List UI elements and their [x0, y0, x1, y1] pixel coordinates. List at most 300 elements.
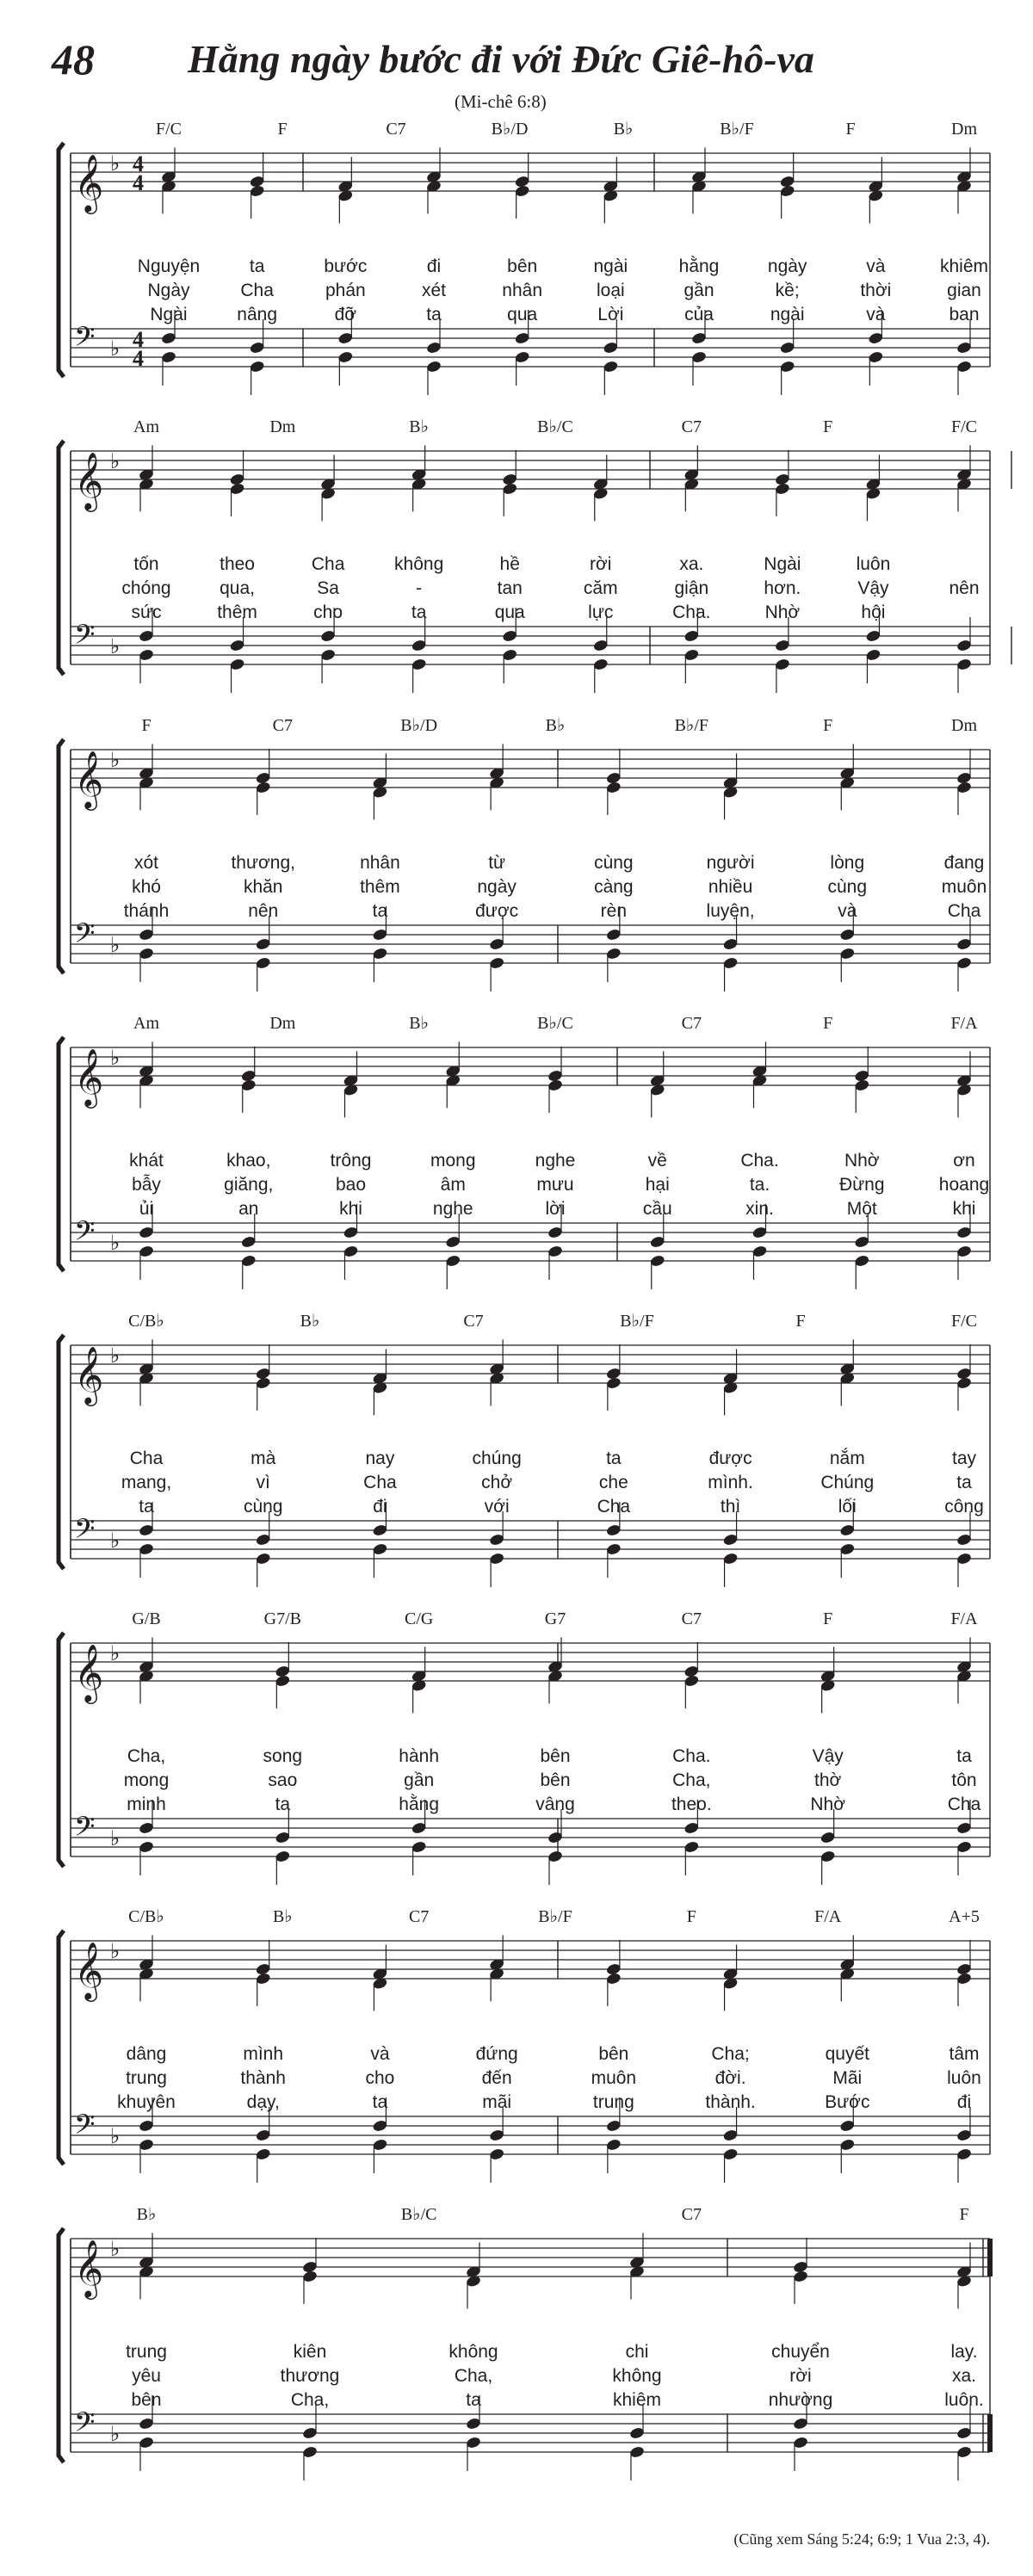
chord-symbol: B♭	[545, 716, 566, 735]
chord-symbol: F	[959, 2205, 969, 2224]
key-signature-flat: ♭	[110, 1939, 121, 1963]
chord-symbol: F/A	[950, 1609, 978, 1628]
lyric-syllable: Cha.	[740, 1151, 779, 1171]
lyric-syllable: ta	[275, 1795, 291, 1814]
song-title: Hằng ngày bước đi với Đức Giê-hô-va	[188, 37, 814, 81]
chord-symbol: F/C	[950, 1312, 978, 1331]
lyric-syllable: ta	[466, 2390, 481, 2410]
chord-symbol: F/C	[950, 417, 978, 436]
lyric-syllable: rèn	[600, 901, 628, 921]
lyric-syllable: chi	[625, 2342, 649, 2362]
lyric-syllable: kề;	[775, 281, 800, 300]
lyric-syllable: luôn	[947, 2068, 981, 2088]
time-signature: 4	[133, 170, 144, 195]
lyric-syllable: khăn	[243, 877, 283, 897]
chord-symbol: B♭/F	[674, 716, 709, 735]
lyric-syllable: lực	[588, 602, 614, 622]
chord-symbol: F/A	[814, 1907, 842, 1926]
chord-symbol: F	[277, 120, 288, 139]
system-bracket	[59, 1335, 64, 1569]
lyric-syllable: trung	[126, 2342, 167, 2362]
footnote-references: (Cũng xem Sáng 5:24; 6:9; 1 Vua 2:3, 4).	[733, 2530, 990, 2548]
chord-symbol: B♭/D	[400, 716, 438, 735]
lyric-syllable: cho	[313, 602, 343, 622]
lyric-syllable: thờ	[814, 1770, 842, 1790]
lyric-syllable: căm	[583, 578, 618, 598]
lyric-syllable: thành	[240, 2068, 286, 2088]
lyric-syllable: ngài	[770, 305, 805, 324]
lyric-syllable: dạy,	[246, 2092, 280, 2112]
treble-clef-icon: 𝄞	[74, 750, 104, 808]
lyric-syllable: trông	[330, 1151, 372, 1171]
chord-symbol: B♭	[409, 1014, 430, 1033]
lyric-syllable: phán	[325, 281, 366, 300]
lyric-syllable: đi	[426, 256, 442, 276]
lyric-syllable: tan	[497, 578, 523, 598]
key-signature-flat: ♭	[110, 634, 121, 658]
lyric-syllable: gần	[684, 281, 714, 300]
lyric-syllable: đi	[373, 1497, 387, 1517]
chord-symbol: Dm	[951, 716, 977, 735]
lyric-syllable: bước	[324, 256, 368, 276]
bass-clef-icon: 𝄢	[74, 1513, 96, 1551]
lyric-syllable: đi	[956, 2092, 972, 2112]
lyric-syllable: kiên	[293, 2342, 327, 2362]
music-system	[59, 1312, 990, 1587]
lyric-syllable: xét	[421, 281, 447, 300]
chord-symbol: G7/B	[263, 1609, 302, 1628]
lyric-syllable: hơn.	[764, 578, 801, 598]
lyric-syllable: được	[475, 901, 519, 921]
lyric-syllable: về	[647, 1151, 667, 1171]
bass-clef-icon: 𝄢	[74, 2109, 96, 2147]
lyric-syllable: nhân	[502, 281, 543, 300]
chord-symbol: F/A	[950, 1014, 978, 1033]
key-signature-flat: ♭	[110, 337, 121, 361]
chord-symbol: C/G	[404, 1609, 434, 1628]
lyric-syllable: ngày	[767, 256, 807, 276]
lyric-syllable: ta.	[749, 1175, 770, 1195]
lyric-syllable: thánh	[123, 901, 170, 921]
lyric-syllable: tay	[951, 1449, 977, 1468]
lyric-syllable: lay.	[950, 2342, 978, 2362]
treble-clef-icon: 𝄞	[74, 1047, 104, 1106]
time-signature: 4	[133, 346, 144, 371]
lyric-syllable: thì	[720, 1497, 741, 1517]
lyric-syllable: qua	[494, 602, 525, 622]
lyric-syllable: hề	[499, 554, 520, 574]
bass-clef-icon: 𝄢	[74, 1811, 96, 1849]
music-system	[59, 1014, 990, 1289]
chord-symbol: Dm	[951, 120, 977, 139]
chord-symbol: B♭	[300, 1312, 320, 1331]
lyric-syllable: rời	[590, 554, 612, 574]
lyric-syllable: Ngài	[150, 305, 188, 324]
lyric-syllable: ta	[249, 256, 265, 276]
chord-symbol: A+5	[949, 1907, 980, 1926]
lyric-syllable: Cha,	[672, 1770, 711, 1790]
lyric-syllable: Bước	[825, 2092, 870, 2112]
lyric-syllable: cùng	[827, 877, 868, 897]
lyric-syllable: ta	[956, 1746, 972, 1766]
lyric-syllable: sức	[131, 602, 162, 622]
key-signature-flat: ♭	[110, 1344, 121, 1368]
lyric-syllable: trung	[126, 2068, 167, 2088]
system-bracket	[59, 143, 64, 377]
lyric-syllable: càng	[594, 877, 634, 897]
bass-clef-icon: 𝄢	[74, 917, 96, 955]
lyric-syllable: và	[866, 305, 886, 324]
lyric-syllable: không	[394, 554, 444, 574]
lyric-syllable: an	[238, 1199, 259, 1219]
lyric-syllable: nâng	[237, 305, 278, 324]
song-number: 48	[52, 35, 95, 83]
chord-symbol: B♭	[613, 120, 634, 139]
lyric-syllable: luôn.	[944, 2390, 984, 2410]
key-signature-flat: ♭	[110, 1529, 121, 1553]
chord-symbol: C7	[681, 2205, 702, 2224]
lyric-syllable: nên	[248, 901, 279, 921]
lyric-syllable: xin.	[745, 1199, 774, 1219]
key-signature-flat: ♭	[110, 151, 121, 176]
lyric-syllable: Cha;	[711, 2044, 750, 2064]
lyric-syllable: nhường	[768, 2390, 833, 2410]
lyric-syllable: chóng	[121, 578, 171, 598]
chord-symbol: B♭/F	[620, 1312, 654, 1331]
lyric-syllable: tốn	[133, 554, 159, 574]
lyric-syllable: Cha	[129, 1449, 164, 1468]
chord-symbol: C7	[681, 417, 702, 436]
lyric-syllable: mình.	[708, 1473, 753, 1492]
lyric-syllable: theo	[220, 554, 255, 574]
lyric-syllable: nghe	[432, 1199, 473, 1219]
lyric-syllable: Cha.	[672, 1746, 711, 1766]
lyric-syllable: dâng	[126, 2044, 167, 2064]
scripture-reference: (Mi-chê 6:8)	[455, 91, 547, 112]
key-signature-flat: ♭	[110, 1231, 121, 1255]
lyric-syllable: Lời	[597, 305, 624, 324]
lyric-syllable: cùng	[594, 853, 634, 873]
lyric-syllable: ta	[139, 1497, 154, 1517]
lyric-syllable: bẫy	[132, 1175, 161, 1195]
lyric-syllable: hoang	[938, 1175, 990, 1195]
lyric-syllable: với	[484, 1497, 510, 1517]
chord-symbol: C7	[463, 1312, 484, 1331]
lyric-syllable: theo.	[671, 1795, 712, 1814]
chord-symbol: B♭/C	[400, 2205, 437, 2224]
lyric-syllable: không	[448, 2342, 498, 2362]
treble-clef-icon: 𝄞	[74, 2239, 104, 2297]
key-signature-flat: ♭	[110, 1641, 121, 1665]
lyric-syllable: ta	[372, 901, 388, 921]
lyric-syllable: Vậy	[857, 578, 889, 598]
lyric-syllable: muôn	[941, 877, 987, 897]
chord-symbol: F	[141, 716, 152, 735]
system-bracket	[59, 1633, 64, 1867]
lyric-syllable: bao	[335, 1175, 367, 1195]
lyric-syllable: tôn	[951, 1770, 977, 1790]
key-signature-flat: ♭	[110, 1046, 121, 1070]
lyric-syllable: ơn	[953, 1151, 975, 1171]
lyric-syllable: mà	[251, 1449, 276, 1468]
chord-symbol: B♭	[409, 417, 430, 436]
lyric-syllable: thương	[280, 2366, 340, 2386]
lyric-syllable: người	[706, 853, 755, 873]
lyric-syllable: cho	[365, 2068, 395, 2088]
lyric-syllable: khát	[129, 1151, 164, 1171]
lyric-syllable: xót	[133, 853, 159, 873]
lyric-syllable: bên	[507, 256, 538, 276]
lyric-syllable: hành	[399, 1746, 440, 1766]
lyric-syllable: xa.	[679, 554, 704, 574]
key-signature-flat: ♭	[110, 2422, 121, 2446]
lyric-syllable: thêm	[360, 877, 400, 897]
lyric-syllable: lời	[545, 1199, 566, 1219]
treble-clef-icon: 𝄞	[74, 1643, 104, 1702]
key-signature-flat: ♭	[110, 2237, 121, 2261]
lyric-syllable: ta	[606, 1449, 622, 1468]
lyric-syllable: không	[612, 2366, 662, 2386]
lyric-syllable: đỡ	[334, 305, 357, 324]
treble-clef-icon: 𝄞	[74, 451, 104, 510]
lyric-syllable: nắm	[829, 1449, 865, 1468]
lyric-syllable: và	[866, 256, 886, 276]
music-system	[59, 120, 990, 395]
chord-symbol: G7	[544, 1609, 566, 1628]
chord-symbol: G/B	[132, 1609, 161, 1628]
lyric-syllable: lòng	[830, 853, 865, 873]
lyric-syllable: bên	[540, 1746, 571, 1766]
chord-symbol: Dm	[269, 1014, 296, 1033]
chord-symbol: B♭/C	[537, 417, 573, 436]
chord-symbol: F	[845, 120, 856, 139]
lyric-syllable: đời.	[714, 2068, 746, 2088]
lyric-syllable: quyết	[825, 2044, 869, 2064]
lyric-syllable: giận	[674, 578, 709, 598]
lyric-syllable: khi	[339, 1199, 362, 1219]
chord-symbol: C7	[408, 1907, 430, 1926]
lyric-syllable: ban	[949, 305, 980, 324]
lyric-syllable: của	[684, 305, 714, 324]
lyric-syllable: thêm	[217, 602, 257, 622]
lyric-syllable: gian	[947, 281, 981, 300]
lyric-syllable: gần	[404, 1770, 435, 1790]
lyric-syllable: qua,	[220, 578, 255, 598]
lyric-syllable: mong	[123, 1770, 170, 1790]
chord-symbol: F/C	[155, 120, 182, 139]
lyric-syllable: khuyên	[117, 2092, 176, 2112]
chord-symbol: F	[823, 1014, 833, 1033]
lyric-syllable: ta	[372, 2092, 388, 2112]
lyric-syllable: mưu	[536, 1175, 574, 1195]
lyric-syllable: mình	[243, 2044, 284, 2064]
lyric-syllable: nhân	[360, 853, 400, 873]
music-system	[59, 2205, 993, 2480]
lyric-syllable: công	[944, 1497, 984, 1517]
chord-symbol: B♭/D	[491, 120, 529, 139]
lyric-syllable: che	[598, 1473, 628, 1492]
chord-symbol: C/B♭	[128, 1312, 164, 1331]
final-barline	[987, 2239, 993, 2276]
lyric-syllable: khi	[952, 1199, 976, 1219]
chord-symbol: F	[823, 1609, 833, 1628]
lyric-syllable: Cha.	[672, 602, 711, 622]
lyric-syllable: Cha,	[127, 1746, 166, 1766]
lyric-syllable: được	[708, 1449, 752, 1468]
lyric-syllable: thời	[860, 281, 892, 300]
lyric-syllable: nay	[365, 1449, 395, 1468]
lyric-syllable: Ngài	[764, 554, 801, 574]
lyric-syllable: đứng	[475, 2044, 518, 2064]
lyric-syllable: hằng	[399, 1795, 440, 1814]
chord-symbol: B♭	[272, 1907, 293, 1926]
bass-clef-icon: 𝄢	[74, 321, 96, 359]
music-system	[59, 1907, 990, 2183]
key-signature-flat: ♭	[110, 933, 121, 957]
lyric-syllable: xa.	[951, 2366, 977, 2386]
chord-symbol: C7	[386, 120, 406, 139]
lyric-syllable: khó	[132, 877, 161, 897]
music-system	[59, 417, 1011, 693]
lyric-syllable: ta	[956, 1473, 972, 1492]
lyric-syllable: Cha	[363, 1473, 397, 1492]
lyric-syllable: mang,	[121, 1473, 172, 1492]
lyric-syllable: muôn	[591, 2068, 637, 2088]
chord-symbol: C7	[681, 1014, 702, 1033]
chord-symbol: F	[823, 716, 833, 735]
lyric-syllable: yêu	[132, 2366, 161, 2386]
lyric-syllable: khiêm	[939, 256, 989, 276]
lyric-syllable: Mãi	[832, 2068, 863, 2088]
lyric-syllable: qua	[507, 305, 538, 324]
lyric-syllable: chuyển	[771, 2342, 830, 2362]
chord-symbol: F	[823, 417, 833, 436]
lyric-syllable: thành.	[705, 2092, 756, 2112]
lyric-syllable: Cha	[947, 1795, 981, 1814]
lyric-syllable: chở	[481, 1473, 513, 1492]
treble-clef-icon: 𝄞	[74, 1941, 104, 1999]
lyric-syllable: Nhờ	[764, 602, 801, 622]
lyric-syllable: vì	[256, 1473, 270, 1492]
lyric-syllable: vâng	[535, 1795, 575, 1814]
chord-symbol: B♭/C	[537, 1014, 573, 1033]
lyric-syllable: Nhờ	[844, 1151, 880, 1171]
lyric-syllable: Sa	[317, 578, 339, 598]
lyric-syllable: bên	[598, 2044, 629, 2064]
lyric-syllable: Nguyện	[137, 256, 201, 276]
chord-symbol: B♭/F	[720, 120, 754, 139]
system-bracket	[59, 739, 64, 973]
lyric-syllable: loại	[596, 281, 625, 300]
lyric-syllable: Chúng	[820, 1473, 875, 1492]
lyric-syllable: Cha,	[454, 2366, 493, 2386]
lyric-syllable: thương,	[231, 853, 295, 873]
lyric-syllable: và	[838, 901, 857, 921]
chord-symbol: F	[686, 1907, 696, 1926]
lyric-syllable: Cha	[947, 901, 981, 921]
treble-clef-icon: 𝄞	[74, 1345, 104, 1404]
lyric-syllable: Vậy	[812, 1746, 844, 1766]
lyric-syllable: hằng	[678, 256, 720, 276]
lyric-syllable: nhiều	[708, 877, 753, 897]
chord-symbol: Am	[133, 1014, 159, 1033]
system-bracket	[59, 441, 64, 675]
lyric-syllable: song	[263, 1746, 303, 1766]
lyric-syllable: từ	[488, 853, 506, 873]
key-signature-flat: ♭	[110, 449, 121, 473]
bass-clef-icon: 𝄢	[74, 619, 96, 657]
lyric-syllable: ngày	[477, 877, 516, 897]
chord-symbol: B♭/F	[538, 1907, 572, 1926]
lyric-syllable: hội	[861, 602, 886, 622]
chord-symbol: Am	[133, 417, 159, 436]
lyric-syllable: Đừng	[838, 1175, 885, 1195]
lyric-syllable: lối	[838, 1497, 857, 1517]
lyric-syllable: cầu	[642, 1199, 672, 1219]
lyric-syllable: tâm	[949, 2044, 980, 2064]
key-signature-flat: ♭	[110, 748, 121, 772]
lyric-syllable: luôn	[856, 554, 891, 574]
lyric-syllable: mong	[430, 1151, 476, 1171]
lyric-syllable: sao	[268, 1770, 298, 1790]
lyric-syllable: Cha	[311, 554, 345, 574]
music-system	[59, 716, 990, 991]
music-system	[59, 1609, 990, 1885]
key-signature-flat: ♭	[110, 2124, 121, 2148]
lyric-syllable: trung	[592, 2092, 634, 2112]
system-bracket	[59, 2228, 64, 2462]
lyric-syllable: nghe	[535, 1151, 576, 1171]
lyric-syllable: -	[416, 578, 423, 598]
lyric-syllable: cùng	[243, 1497, 283, 1517]
chord-symbol: F	[795, 1312, 806, 1331]
lyric-syllable: đến	[481, 2068, 512, 2088]
lyric-syllable: minh	[127, 1795, 166, 1814]
lyric-syllable: bên	[540, 1770, 571, 1790]
lyric-syllable: ta	[426, 305, 442, 324]
lyric-syllable: Nhờ	[810, 1795, 845, 1814]
lyric-syllable: Cha	[597, 1497, 631, 1517]
lyric-syllable: bên	[131, 2390, 162, 2410]
bass-clef-icon: 𝄢	[74, 2406, 96, 2444]
lyric-syllable: Một	[846, 1199, 877, 1219]
lyric-syllable: chúng	[472, 1449, 522, 1468]
lyric-syllable: giăng,	[224, 1175, 274, 1195]
chord-symbol: Dm	[269, 417, 296, 436]
treble-clef-icon: 𝄞	[74, 153, 104, 212]
lyric-syllable: khao,	[226, 1151, 271, 1171]
lyric-syllable: luyện,	[706, 901, 755, 921]
lyric-syllable: Ngày	[147, 281, 190, 300]
key-signature-flat: ♭	[110, 1826, 121, 1850]
lyric-syllable: hại	[645, 1175, 670, 1195]
lyric-syllable: nên	[949, 578, 980, 598]
bass-clef-icon: 𝄢	[74, 1215, 96, 1253]
chord-symbol: C/B♭	[128, 1907, 164, 1926]
system-bracket	[59, 1037, 64, 1271]
chord-symbol: B♭	[136, 2205, 157, 2224]
lyric-syllable: và	[370, 2044, 390, 2064]
time-signature: 4	[133, 327, 144, 352]
lyric-syllable: mãi	[482, 2092, 512, 2112]
lyric-syllable: ta	[411, 602, 427, 622]
system-bracket	[59, 1930, 64, 2165]
chord-symbol: C7	[681, 1609, 702, 1628]
lyric-syllable: rời	[789, 2366, 812, 2386]
time-signature: 4	[133, 151, 144, 176]
lyric-syllable: Cha,	[290, 2390, 330, 2410]
lyric-syllable: Cha	[240, 281, 274, 300]
